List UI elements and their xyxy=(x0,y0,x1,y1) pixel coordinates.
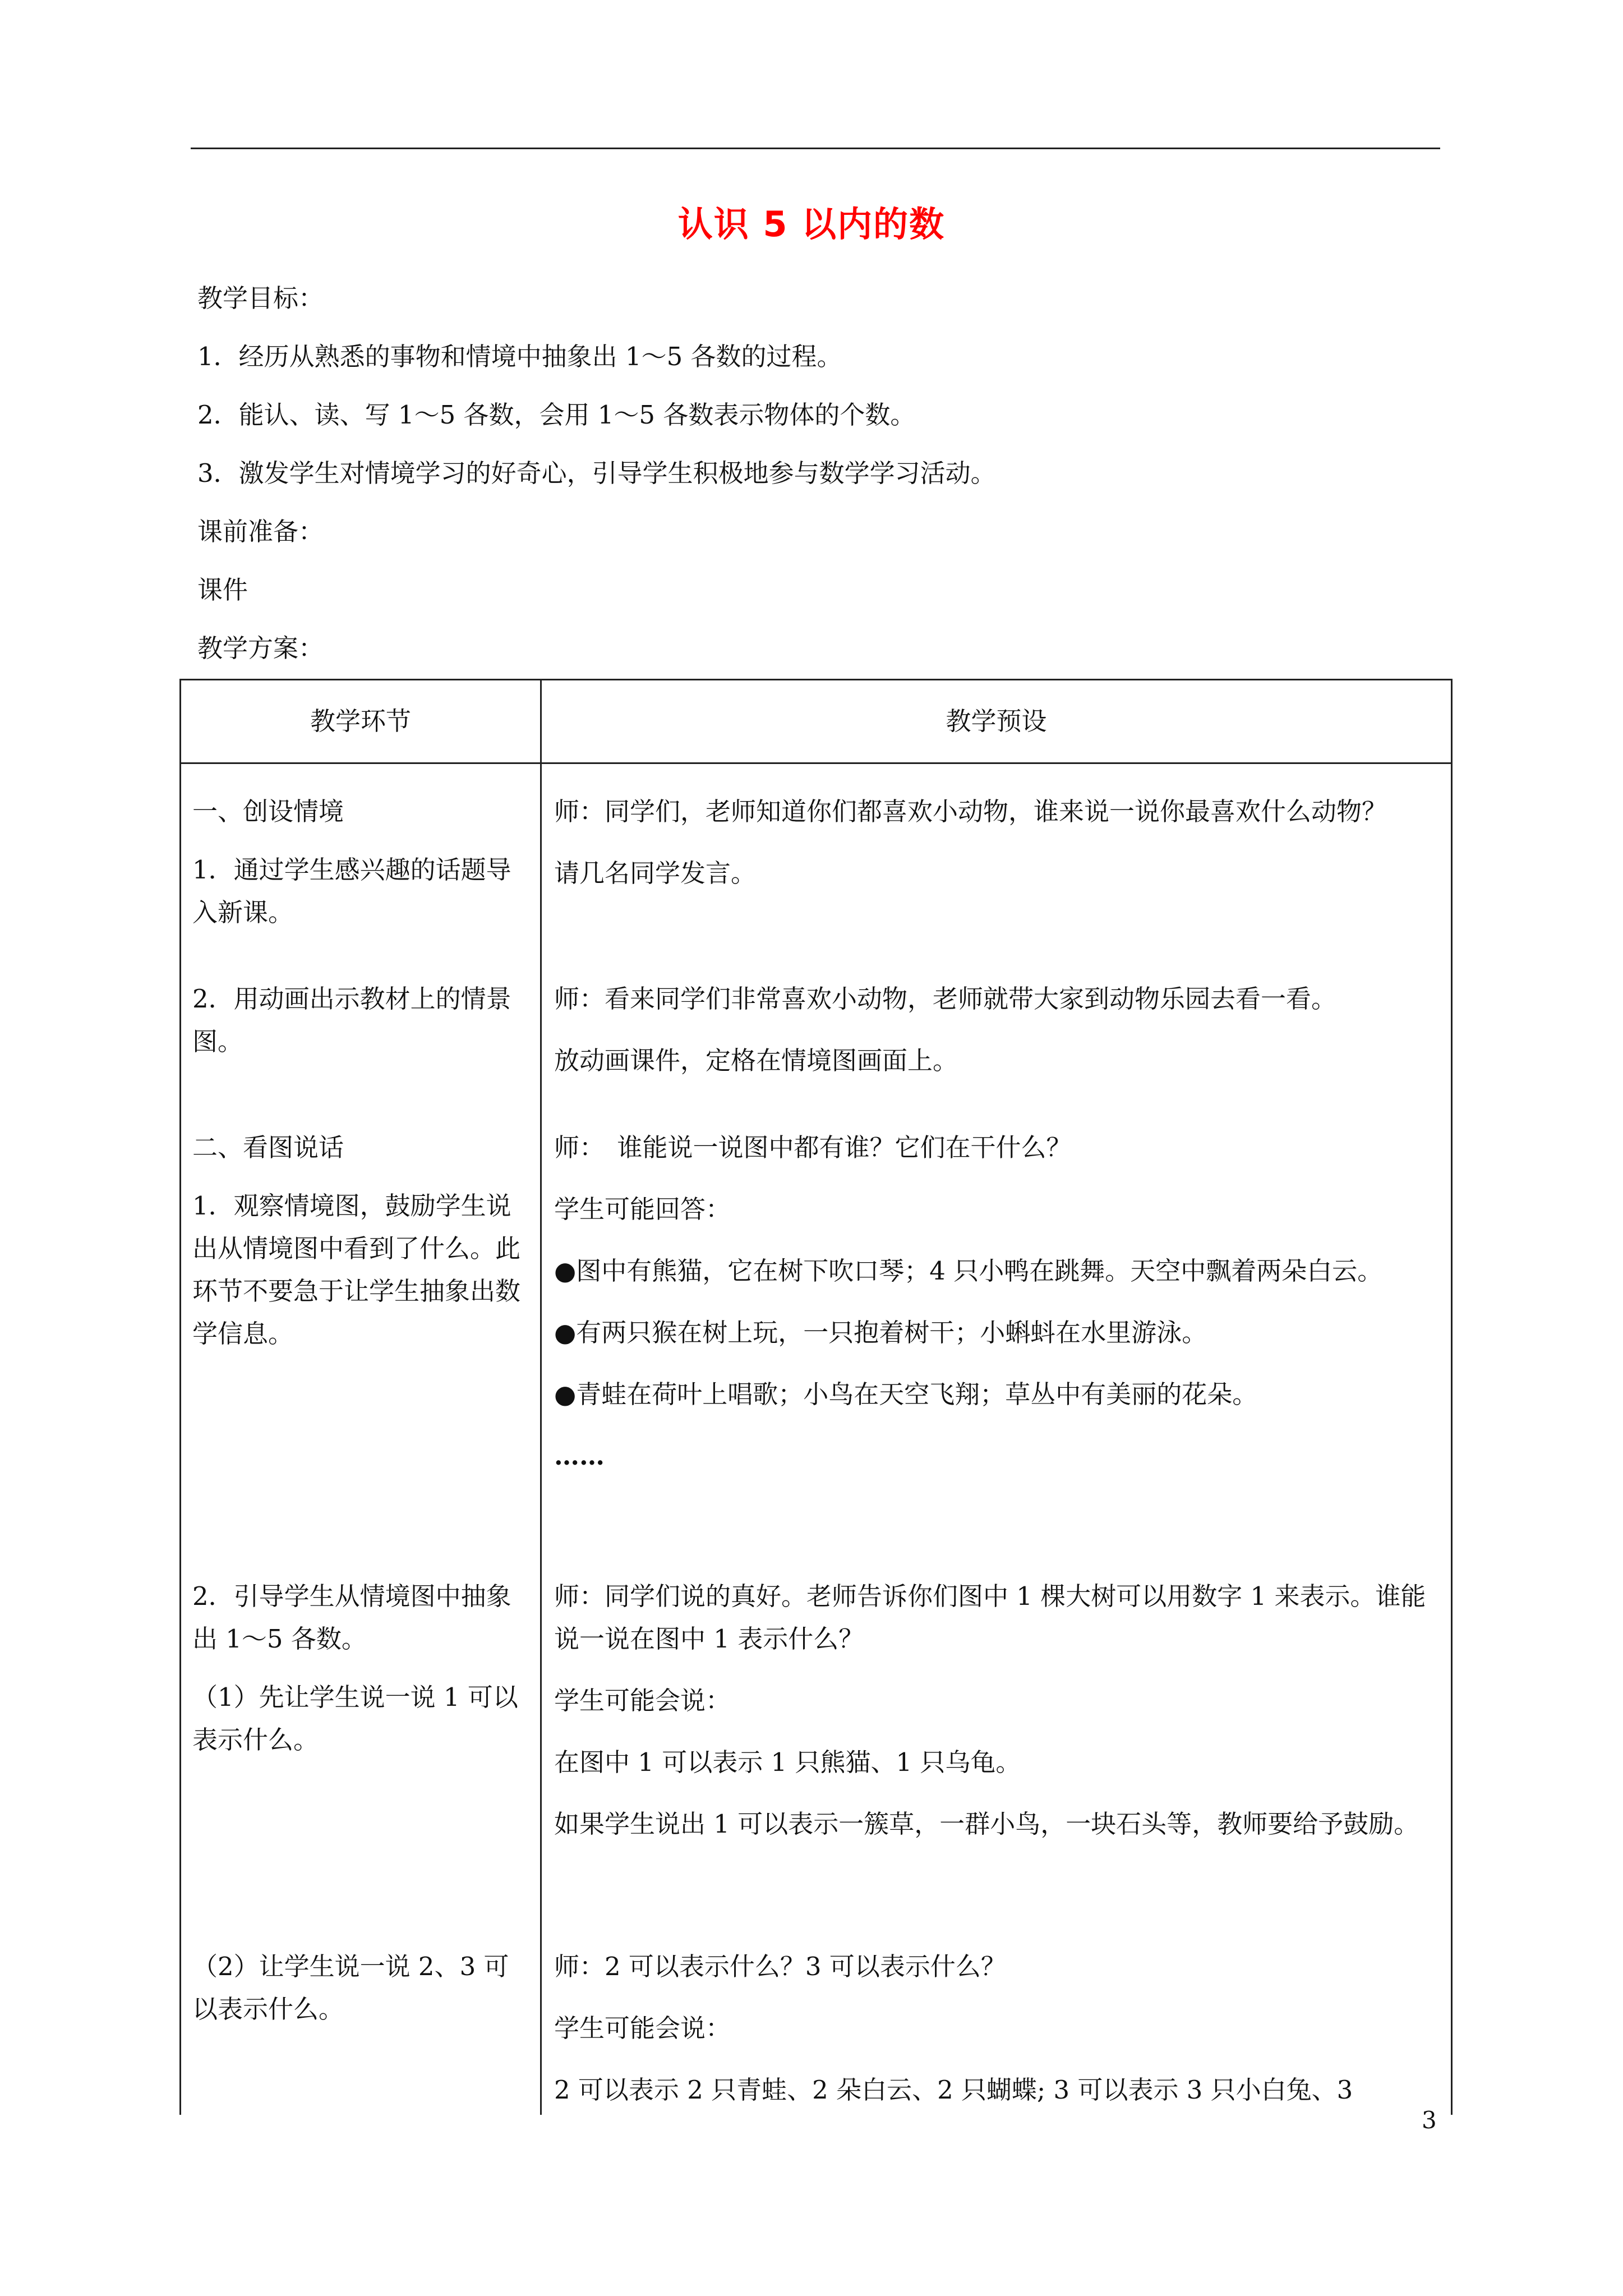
plan-text: 学生可能回答： xyxy=(554,1194,731,1224)
objective-item: 1．经历从熟悉的事物和情境中抽象出 1～5 各数的过程。 xyxy=(197,342,842,371)
plan-text: 学生可能会说： xyxy=(554,1686,731,1715)
stage-heading: 二、看图说话 xyxy=(192,1133,344,1162)
plan-bullet: ●有两只猴在树上玩，一只抱着树干；小蝌蚪在水里游泳。 xyxy=(554,1318,1207,1347)
stage-text: （1）先让学生说一说 1 可以表示什么。 xyxy=(192,1682,518,1755)
header-teaching-plan: 教学预设 xyxy=(946,706,1047,736)
lesson-plan-table xyxy=(179,679,1453,2115)
plan-cell xyxy=(554,1945,1435,2131)
stage-text: 1．观察情境图，鼓励学生说出从情境图中看到了什么。此环节不要急于让学生抽象出数学信息。 xyxy=(192,1191,521,1349)
prep-heading: 课前准备： xyxy=(197,517,324,546)
stage-text: 2．用动画出示教材上的情景图。 xyxy=(192,984,511,1056)
prep-item: 课件 xyxy=(197,575,248,605)
page-number: 3 xyxy=(1422,2106,1437,2134)
plan-text: 师：看来同学们非常喜欢小动物，老师就带大家到动物乐园去看一看。 xyxy=(554,984,1337,1014)
plan-text: 2 可以表示 2 只青蛙、2 朵白云、2 只蝴蝶; 3 可以表示 3 只小白兔、3 xyxy=(554,2075,1353,2105)
stage-cell xyxy=(192,1126,529,1371)
plan-text: 在图中 1 可以表示 1 只熊猫、1 只乌龟。 xyxy=(554,1747,1021,1777)
plan-text: 师：同学们，老师知道你们都喜欢小动物，谁来说一说你最喜欢什么动物？ xyxy=(554,797,1387,826)
stage-cell xyxy=(192,790,529,950)
plan-bullet: ●图中有熊猫，它在树下吹口琴；4 只小鸭在跳舞。天空中飘着两朵白云。 xyxy=(554,1256,1383,1286)
stage-heading: 一、创设情境 xyxy=(192,797,344,826)
objectives-heading: 教学目标： xyxy=(197,283,324,313)
plan-heading: 教学方案： xyxy=(197,633,324,663)
objective-item: 2．能认、读、写 1～5 各数，会用 1～5 各数表示物体的个数。 xyxy=(197,400,916,430)
plan-text: 放动画课件，定格在情境图画面上。 xyxy=(554,1046,958,1075)
plan-cell xyxy=(554,790,1435,914)
plan-text: 师：2 可以表示什么？3 可以表示什么？ xyxy=(554,1952,1006,1981)
column-divider xyxy=(540,680,542,2115)
stage-cell xyxy=(192,1945,529,2046)
stage-text: （2）让学生说一说 2、3 可以表示什么。 xyxy=(192,1952,509,2024)
table-header-row xyxy=(181,680,1451,764)
stage-text: 1．通过学生感兴趣的话题导入新课。 xyxy=(192,855,511,927)
plan-text: 师： 谁能说一说图中都有谁？它们在干什么？ xyxy=(554,1133,1072,1162)
header-teaching-stage: 教学环节 xyxy=(310,706,411,736)
page-title: 认识 5 以内的数 xyxy=(677,204,946,245)
plan-bullet: ●青蛙在荷叶上唱歌；小鸟在天空飞翔；草丛中有美丽的花朵。 xyxy=(554,1379,1258,1409)
stage-cell xyxy=(192,978,529,1079)
plan-text: 请几名同学发言。 xyxy=(554,858,757,888)
stage-cell xyxy=(192,1575,529,1777)
plan-ellipsis: …… xyxy=(554,1441,605,1471)
plan-cell xyxy=(554,1126,1435,1497)
plan-text: 学生可能会说： xyxy=(554,2013,731,2043)
plan-text: 师：同学们说的真好。老师告诉你们图中 1 棵大树可以用数字 1 来表示。谁能说一说在图中 1 表示什么？ xyxy=(554,1581,1426,1654)
plan-text: 如果学生说出 1 可以表示一簇草，一群小鸟，一块石头等，教师要给予鼓励。 xyxy=(554,1809,1419,1839)
intro-section xyxy=(197,269,1431,678)
plan-cell xyxy=(554,978,1435,1101)
objective-item: 3．激发学生对情境学习的好奇心，引导学生积极地参与数学学习活动。 xyxy=(197,458,996,488)
plan-cell xyxy=(554,1575,1435,1865)
header-rule xyxy=(191,148,1440,149)
stage-text: 2．引导学生从情境图中抽象出 1～5 各数。 xyxy=(192,1581,511,1654)
